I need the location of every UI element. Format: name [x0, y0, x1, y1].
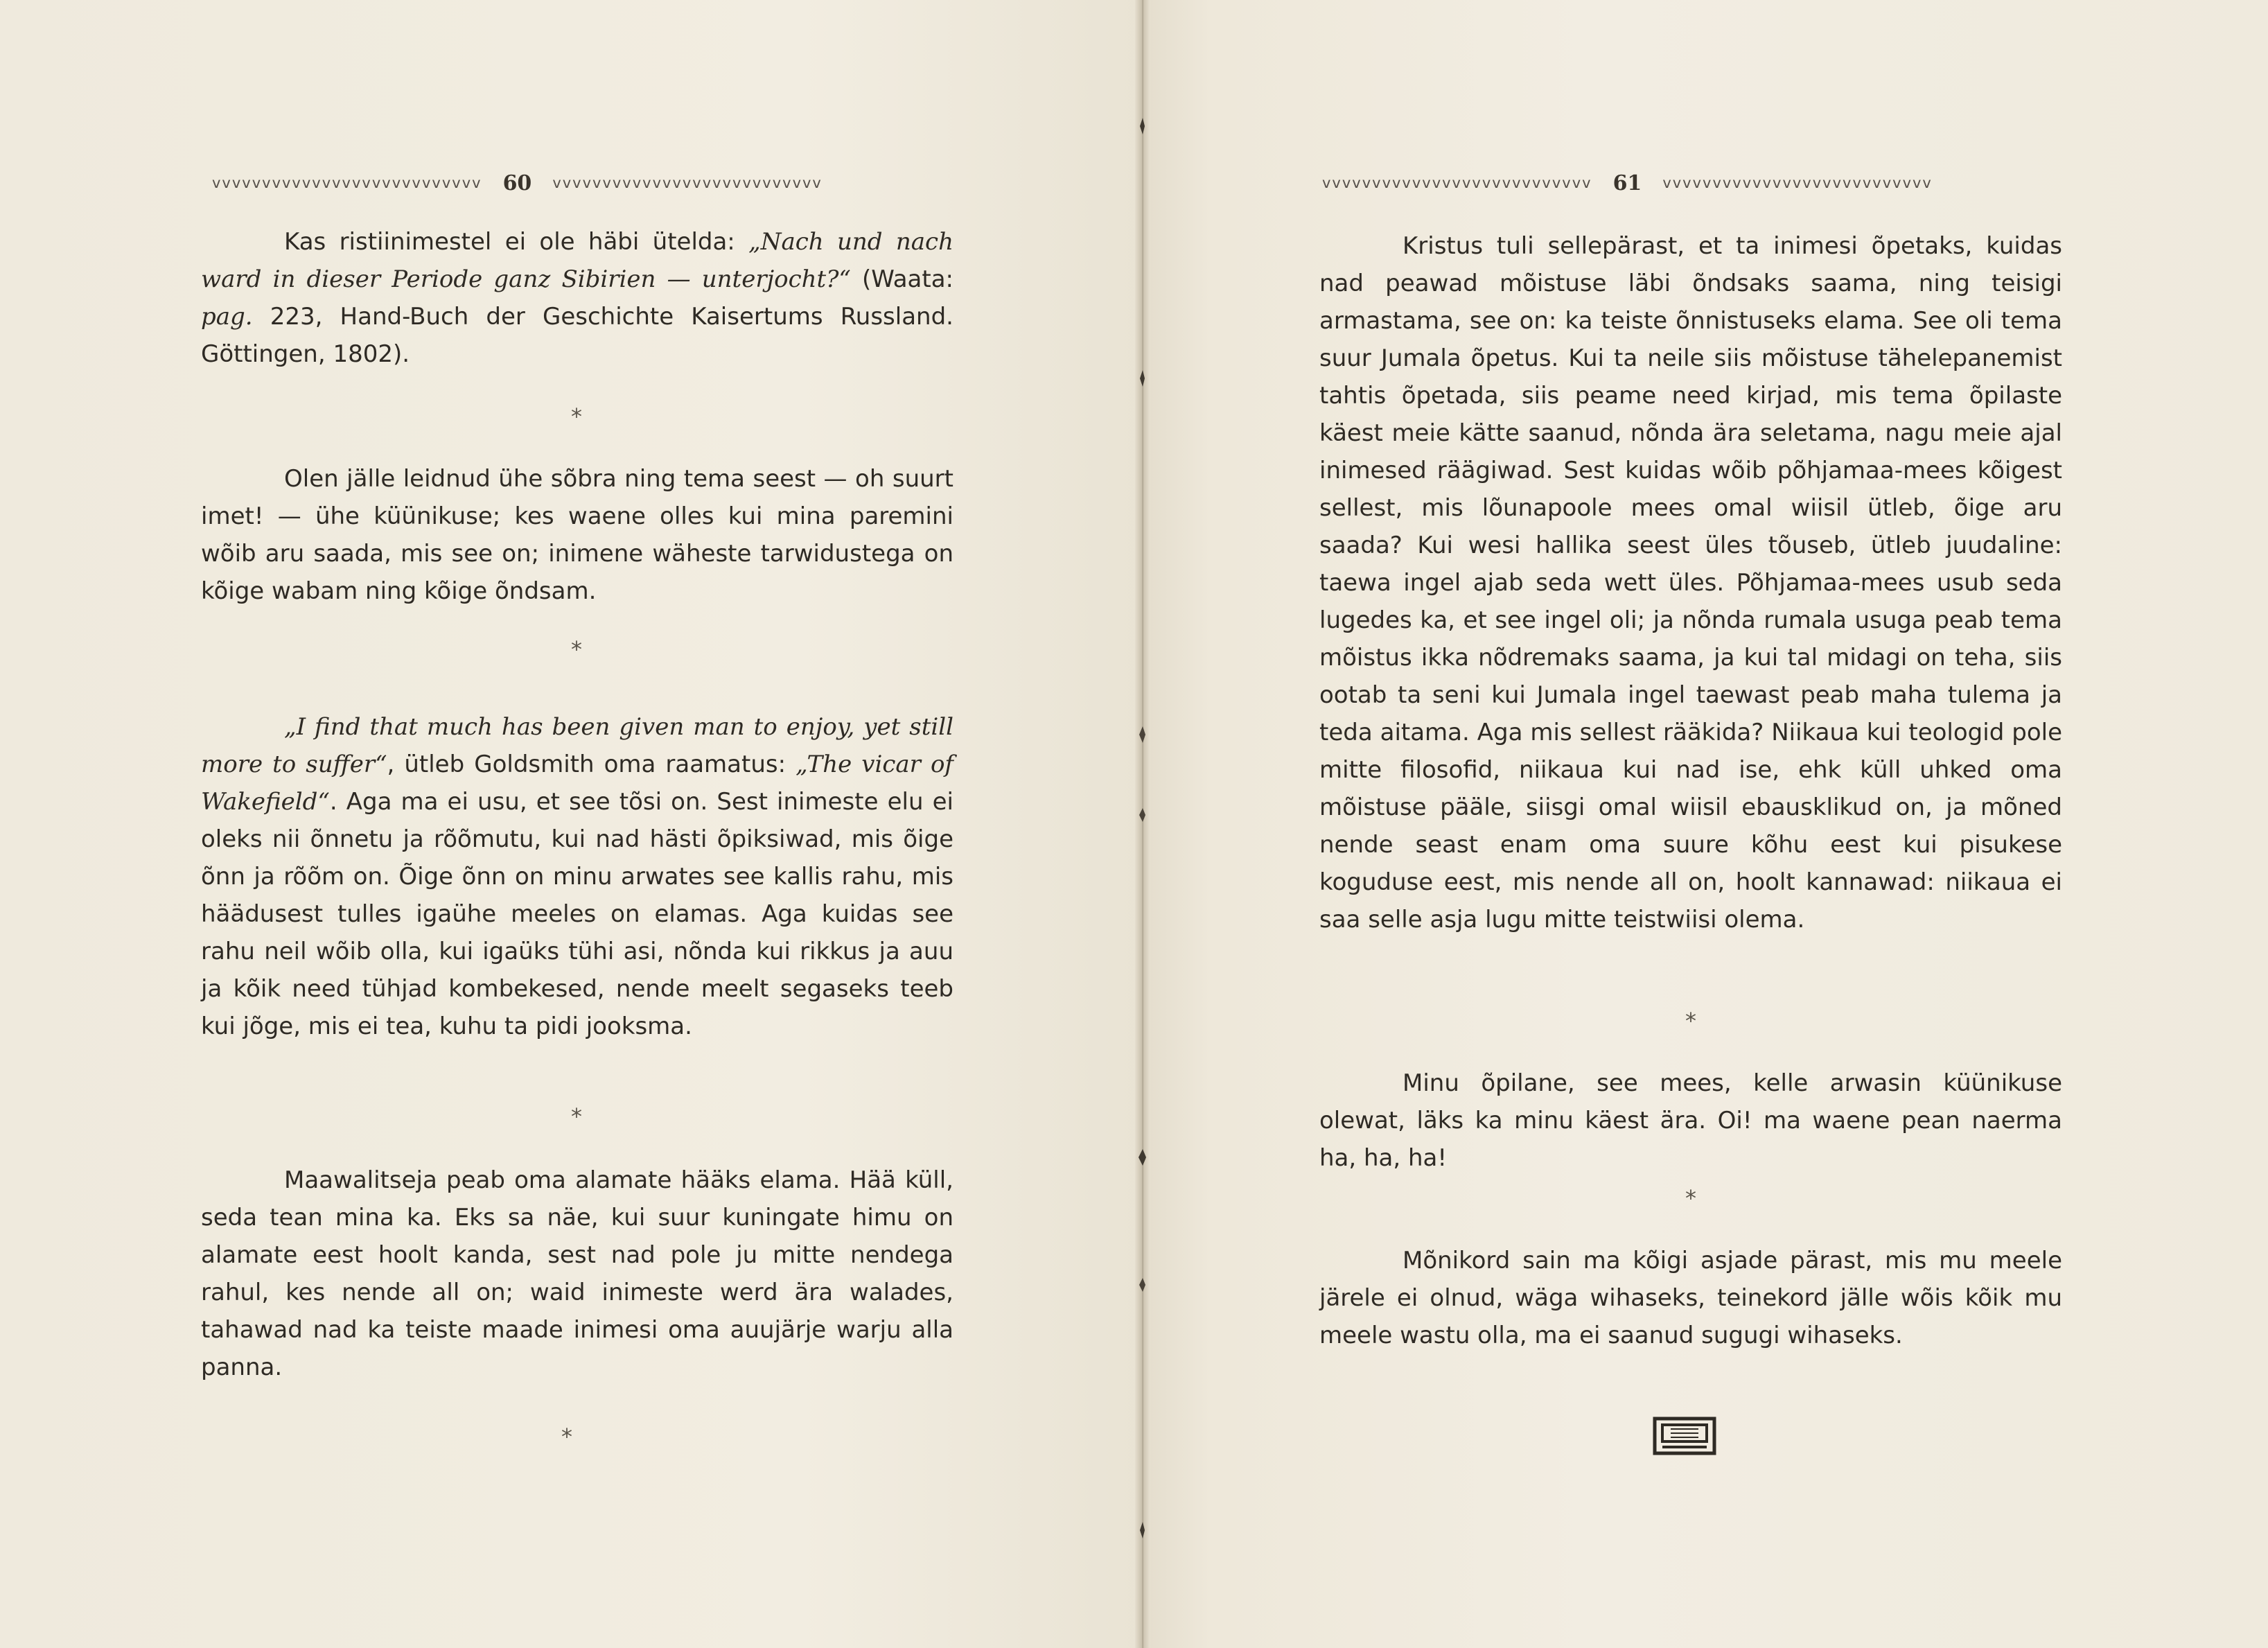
page-number: 61 — [1612, 170, 1642, 195]
binding-thread-icon — [1136, 1275, 1149, 1295]
binding-thread-icon — [1136, 1148, 1149, 1167]
paragraph-1: Kas ristiinimestel ei ole häbi ütelda: „Nach und nach ward in dieser Periode ganz Sibirien — unterjocht?“ (Waata: pag. 223, Hand-Buch der Geschichte Kaisertums Russland. Göttingen, 1802). — [201, 228, 954, 368]
running-head-right — [1322, 169, 2064, 197]
ornament-rule: vvvvvvvvvvvvvvvvvvvvvvvvvvv — [1662, 175, 1933, 191]
section-separator: * — [571, 636, 582, 663]
page-number: 60 — [502, 170, 532, 195]
paragraph-2: Minu õpilane, see mees, kelle arwasin küünikuse olewat, läks ka minu käest ära. Oi! ma waene pean naerma ha, ha, ha! — [1319, 1069, 2062, 1172]
binding-thread-icon — [1136, 369, 1149, 388]
binding-thread-icon — [1136, 725, 1149, 744]
abbrev-pag: pag. — [201, 303, 253, 331]
paragraph-3: „I find that much has been given man to enjoy, yet still more to suffer“, ütleb Goldsmith oma raamatus: „The vicar of Wakefield“. Aga ma ei usu, et see tõsi on. Sest inimeste elu ei oleks nii õnnetu ja rõõmutu, kui nad hästi õpiksiwad, mis õige õnn ja rõõm on. Õige õnn on minu arwates see kallis rahu, mis häädusest tulles igaühe meeles on elamas. Aga kuidas see rahu neil wõib olla, kui igaüks tühi asi, nõnda kui rikkus ja auu ja kõik need tühjad kombekesed, nende meelt segaseks teeb kui jõge, mis ei tea, kuhu ta pidi jooksma. — [201, 713, 953, 1040]
binding-thread-icon — [1136, 116, 1149, 136]
paragraph-1: Kristus tuli sellepärast, et ta inimesi õpetaks, kuidas nad peawad mõistuse läbi õndsaks saama, ning teisigi armastama, see on: ka teiste õnnistuseks elama. See oli tema suur Jumala õpetus. Kui ta neile siis mõistuse tähelepanemist tahtis õpetada, siis peame need kirjad, mis tema õpilaste käest meie kätte saanud, nõnda ära seletama, nagu meie ajal inimesed räägiwad. Sest kuidas wõib põhjamaa-mees kõigest sellest, mis lõunapoole mees omal wiisil ütleb, õige aru saada? Kui wesi hallika seest üles tõuseb, ütleb juudaline: taewa ingel ajab seda wett üles. Põhjamaa-mees usub seda lugedes ka, et see ingel oli; ja nõnda rumala usuga peab tema mõistus ikka nõdremaks saama, ja kui tal midagi on teha, siis ootab ta seni kui Jumala ingel taewast peab maha tulema ja teda aitama. Aga mis sellest rääkida? Niikaua kui teologid pole mitte filosofid, niikaua kui nad ise, ehk küll uhked oma mõistuse pääle, siisgi omal wiisil ebausklikud on, ja mõned nende seast enam oma suure kõhu eest kui pisukese koguduse eest, mis nende all on, hoolt kannawad: niikaua ei saa selle asja lugu mitte teistwiisi olema. — [1319, 232, 2062, 933]
end-ornament-icon — [1653, 1417, 1716, 1455]
binding-thread-icon — [1136, 1520, 1149, 1540]
section-separator: * — [1685, 1185, 1696, 1211]
ornament-rule: vvvvvvvvvvvvvvvvvvvvvvvvvvv — [552, 175, 823, 191]
binding-thread-icon — [1136, 805, 1149, 825]
section-separator: * — [571, 1103, 582, 1130]
paragraph-2: Olen jälle leidnud ühe sõbra ning tema seest — oh suurt imet! — ühe küünikuse; kes waene olles kui mina paremini wõib aru saada, mis see on; inimene wäheste tarwidustega on kõige wabam ning kõige õndsam. — [201, 465, 953, 605]
book-title: „The vicar of Wakefield“ — [201, 751, 953, 816]
section-separator: * — [1685, 1008, 1696, 1034]
quote-goldsmith: „I find that much has been given man to enjoy, yet still more to suffer“ — [201, 713, 953, 778]
running-head-left — [212, 169, 953, 197]
quote-german: „Nach und nach ward in dieser Periode ganz Sibirien — unterjocht?“ — [201, 228, 953, 293]
ornament-rule: vvvvvvvvvvvvvvvvvvvvvvvvvvv — [212, 175, 482, 191]
paragraph-3: Mõnikord sain ma kõigi asjade pärast, mis mu meele järele ei olnud, wäga wihaseks, teinekord jälle wõis kõik mu meele wastu olla, ma ei saanud sugugi wihaseks. — [1319, 1247, 2062, 1349]
paragraph-4: Maawalitseja peab oma alamate hääks elama. Hää küll, seda tean mina ka. Eks sa näe, kui suur kuningate himu on alamate eest hoolt kanda, sest nad pole ju mitte nendega rahul, kes nende all on; waid inimeste werd ära walades, tahawad nad ka teiste maade inimesi oma auujärje warju alla panna. — [201, 1166, 953, 1381]
section-separator: * — [571, 403, 582, 430]
ornament-rule: vvvvvvvvvvvvvvvvvvvvvvvvvvv — [1322, 175, 1592, 191]
section-separator: * — [561, 1423, 572, 1450]
